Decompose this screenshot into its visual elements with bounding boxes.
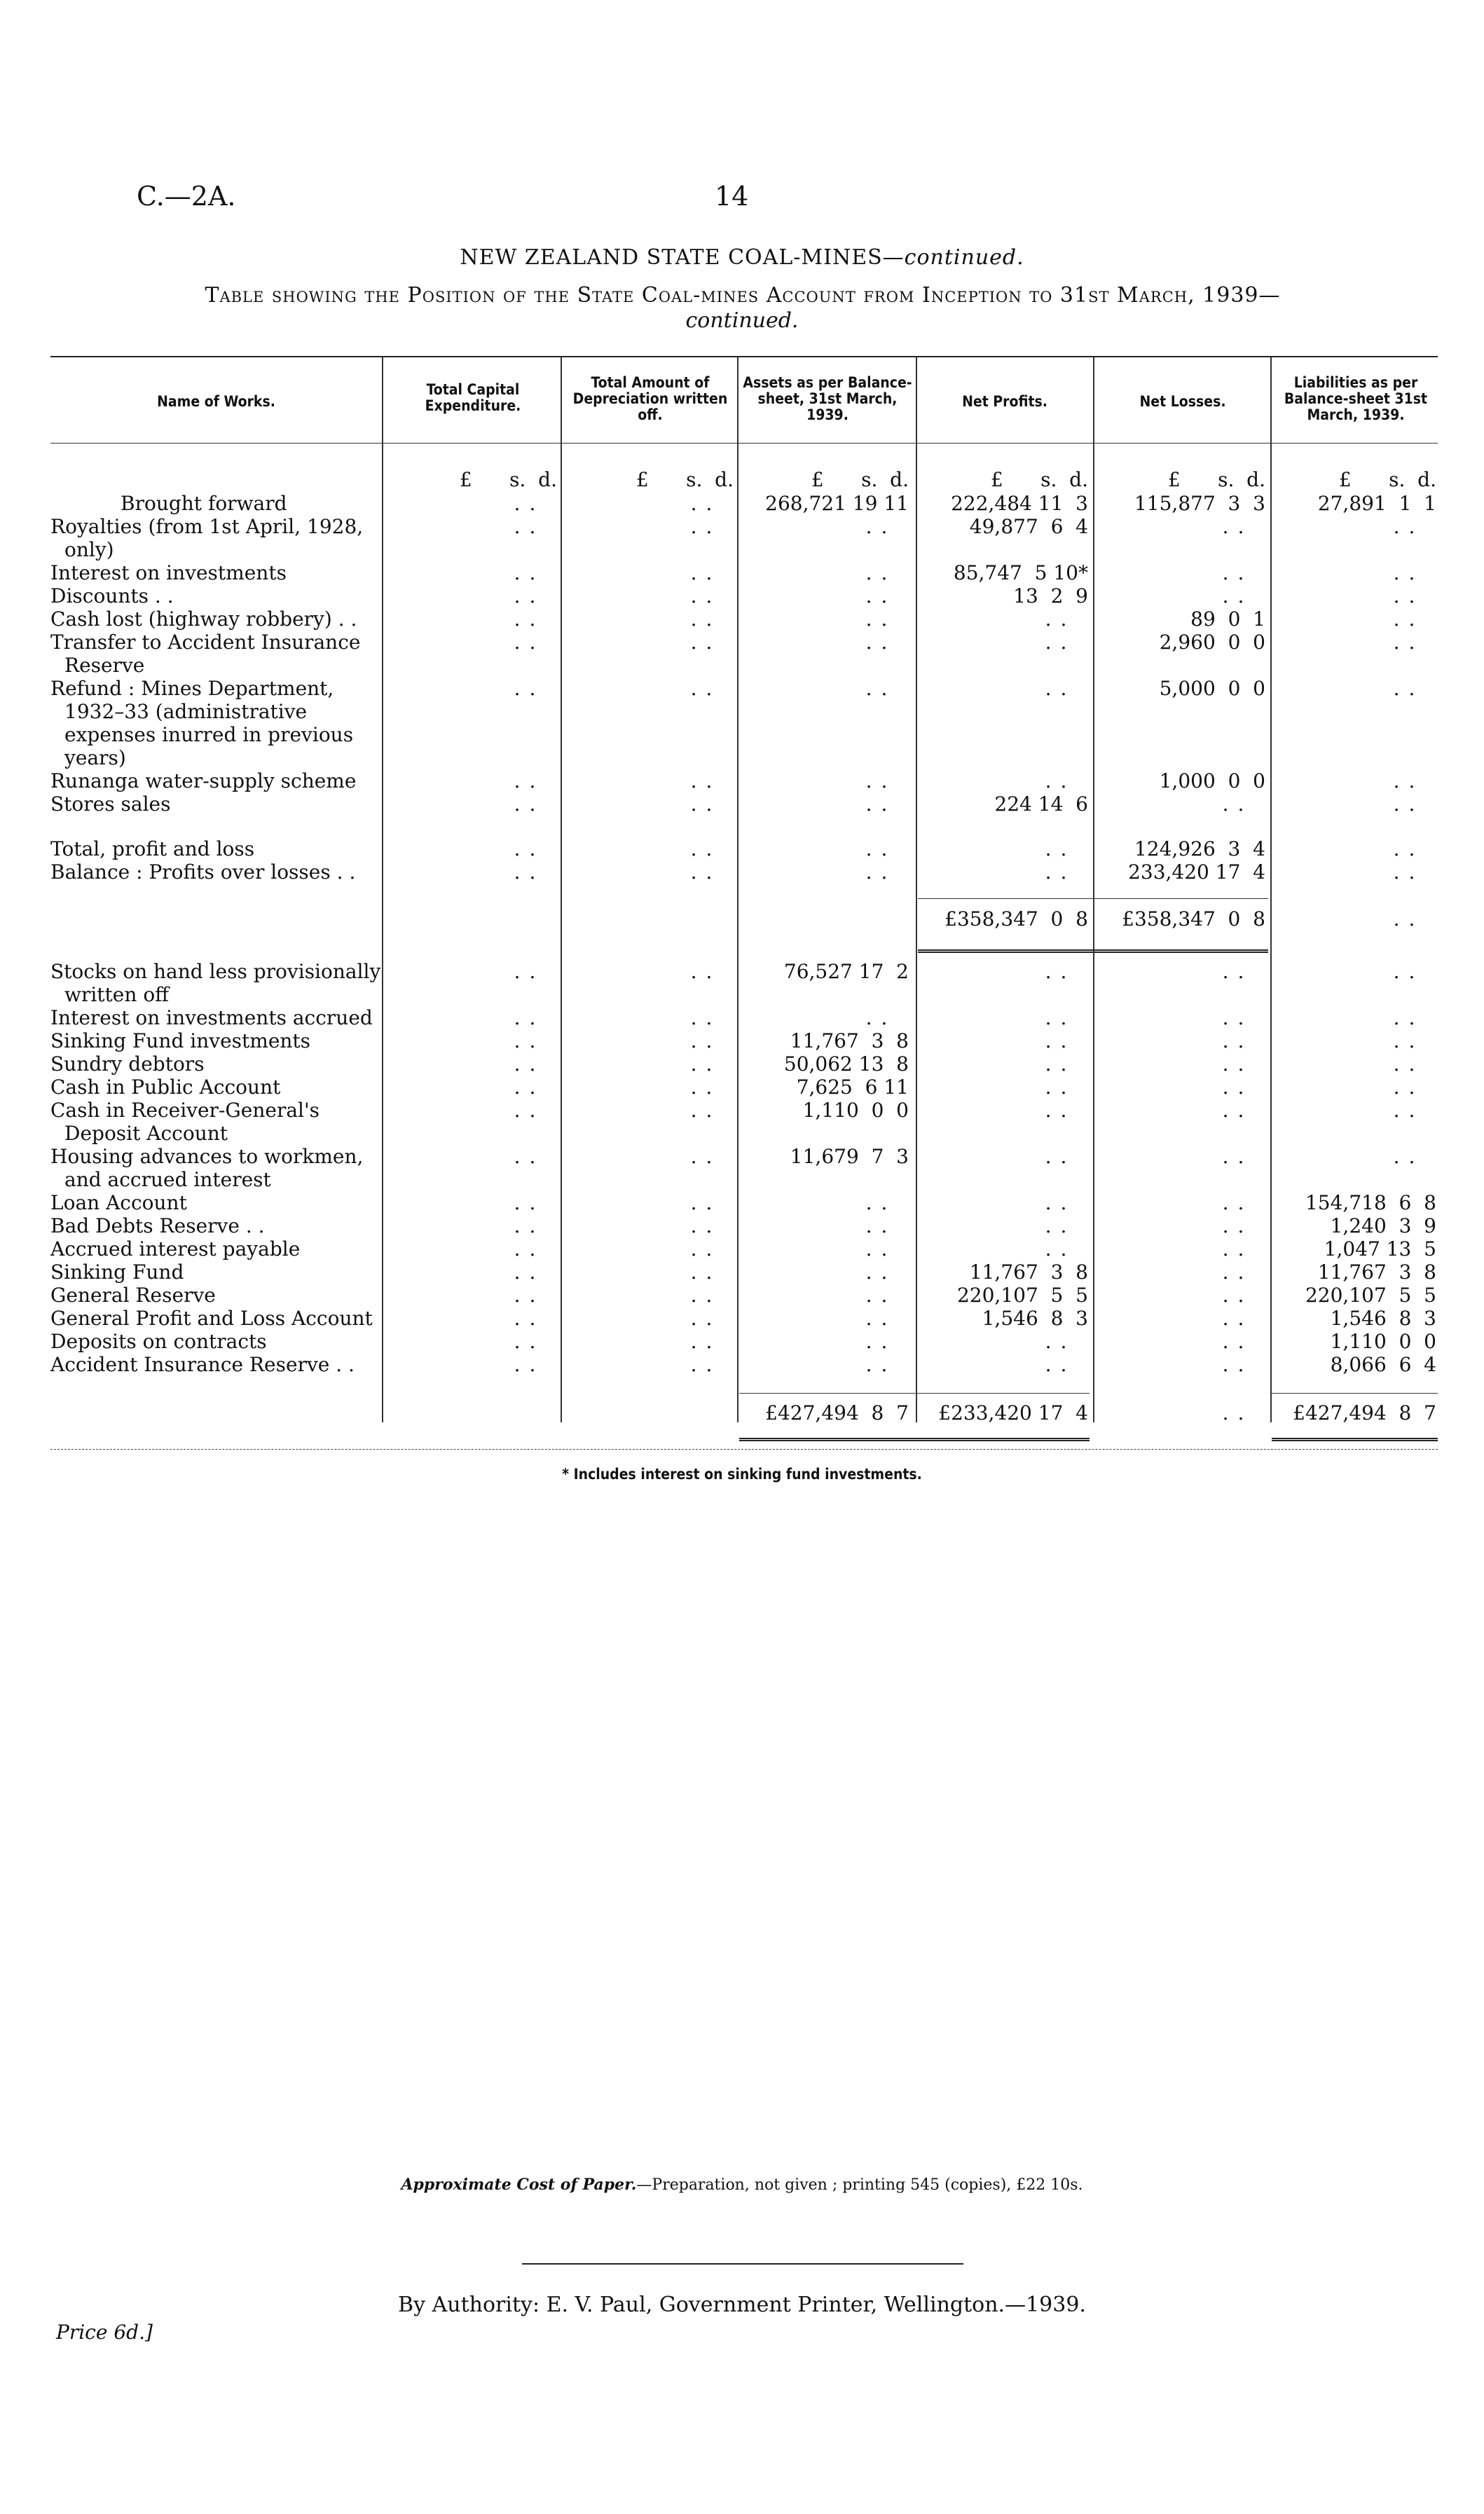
cell-empty-dep: . . <box>690 792 714 816</box>
cell-empty-profits: . . <box>1045 1029 1069 1052</box>
grand-sum-rule-right <box>1272 1393 1438 1394</box>
cell-empty-profits: . . <box>1045 677 1069 700</box>
col-header-depreciation: Total Amount of Depreciation written off. <box>572 374 728 423</box>
cell-liab: 1,546 8 3 <box>1330 1307 1436 1330</box>
cell-empty-cap: . . <box>514 1029 537 1052</box>
cell-empty-losses: . . <box>1222 584 1246 607</box>
cell-assets: 76,527 17 2 <box>783 960 909 983</box>
row-label: Stocks on hand less provisionally <box>50 960 381 983</box>
cell-empty-profits: . . <box>1045 607 1069 631</box>
cell-empty-liab: . . <box>1393 907 1417 930</box>
cell-profits: 11,767 3 8 <box>969 1261 1088 1284</box>
cell-losses: £358,347 0 8 <box>1122 907 1265 930</box>
unit-label-profits: £ s. d. <box>990 468 1088 491</box>
row-label: Refund : Mines Department, <box>50 677 334 700</box>
cell-empty-losses: . . <box>1222 1029 1246 1052</box>
cell-assets: £427,494 8 7 <box>765 1401 909 1424</box>
cell-empty-liab: . . <box>1393 1145 1417 1168</box>
cell-liab: 154,718 6 8 <box>1305 1191 1436 1214</box>
cell-empty-losses: . . <box>1222 1099 1246 1122</box>
cell-empty-cap: . . <box>514 607 537 631</box>
cell-empty-assets: . . <box>865 515 889 538</box>
cell-empty-losses: . . <box>1222 1145 1246 1168</box>
cell-empty-dep: . . <box>690 1307 714 1330</box>
cell-losses: 5,000 0 0 <box>1159 677 1265 700</box>
row-label: Reserve <box>64 654 145 677</box>
cell-empty-losses: . . <box>1222 561 1246 584</box>
cell-empty-cap: . . <box>514 1052 537 1076</box>
cell-empty-cap: . . <box>514 1237 537 1261</box>
cell-empty-profits: . . <box>1045 1099 1069 1122</box>
cell-empty-profits: . . <box>1045 960 1069 983</box>
cell-empty-assets: . . <box>865 631 889 654</box>
cell-empty-profits: . . <box>1045 1191 1069 1214</box>
cell-empty-liab: . . <box>1393 1076 1417 1099</box>
cell-liab: 1,240 3 9 <box>1330 1214 1436 1237</box>
document-code: C.—2A. <box>137 181 236 212</box>
cost-text: —Preparation, not given ; printing 545 (copies), £22 10s. <box>636 2176 1083 2194</box>
row-label: years) <box>64 746 126 769</box>
table-bottom-rule <box>50 1449 1438 1450</box>
row-label: Sinking Fund investments <box>50 1029 311 1052</box>
cell-empty-losses: . . <box>1222 1307 1246 1330</box>
cell-empty-cap: . . <box>514 1353 537 1376</box>
cell-empty-liab: . . <box>1393 960 1417 983</box>
cell-profits: 224 14 6 <box>994 792 1088 816</box>
unit-label-assets: £ s. d. <box>811 468 909 491</box>
cell-empty-profits: . . <box>1045 1353 1069 1376</box>
row-label: Deposit Account <box>64 1122 228 1145</box>
row-label: Deposits on contracts <box>50 1330 267 1353</box>
row-label: Housing advances to workmen, <box>50 1145 364 1168</box>
cell-empty-cap: . . <box>514 1261 537 1284</box>
cell-empty-cap: . . <box>514 1006 537 1029</box>
cell-empty-dep: . . <box>690 1284 714 1307</box>
cell-empty-dep: . . <box>690 1191 714 1214</box>
cell-empty-dep: . . <box>690 492 714 515</box>
cell-empty-losses: . . <box>1222 1284 1246 1307</box>
row-label: Cash lost (highway robbery) . . <box>50 607 357 631</box>
cell-empty-assets: . . <box>865 677 889 700</box>
cell-empty-cap: . . <box>514 1191 537 1214</box>
cell-empty-losses: . . <box>1222 1191 1246 1214</box>
cell-empty-cap: . . <box>514 1145 537 1168</box>
cell-empty-cap: . . <box>514 1214 537 1237</box>
cell-empty-dep: . . <box>690 1237 714 1261</box>
cell-empty-profits: . . <box>1045 1052 1069 1076</box>
cell-empty-profits: . . <box>1045 860 1069 884</box>
row-label: Accrued interest payable <box>50 1237 301 1261</box>
unit-label-dep: £ s. d. <box>635 468 734 491</box>
cell-empty-losses: . . <box>1222 1006 1246 1029</box>
cell-empty-dep: . . <box>690 1029 714 1052</box>
cell-empty-losses: . . <box>1222 1353 1246 1376</box>
col-header-assets: Assets as per Balance-sheet, 31st March, 1939. <box>743 374 912 423</box>
grand-total-rule-left <box>739 1438 1090 1441</box>
cell-empty-liab: . . <box>1393 1052 1417 1076</box>
table-top-rule <box>50 356 1438 357</box>
cell-profits: 85,747 5 10* <box>953 561 1088 584</box>
cell-empty-losses: . . <box>1222 1401 1246 1424</box>
cell-empty-dep: . . <box>690 860 714 884</box>
header-bottom-rule <box>50 443 1438 444</box>
row-label: Royalties (from 1st April, 1928, <box>50 515 364 538</box>
cell-losses: 233,420 17 4 <box>1128 860 1265 884</box>
cell-empty-cap: . . <box>514 1076 537 1099</box>
cell-assets: 50,062 13 8 <box>783 1052 909 1076</box>
cell-empty-assets: . . <box>865 1284 889 1307</box>
cell-empty-profits: . . <box>1045 1330 1069 1353</box>
cell-empty-dep: . . <box>690 1214 714 1237</box>
cell-profits: 13 2 9 <box>1013 584 1088 607</box>
row-label: Total, profit and loss <box>50 837 255 860</box>
cell-empty-cap: . . <box>514 837 537 860</box>
authority-rule <box>522 2263 963 2265</box>
cell-empty-cap: . . <box>514 1099 537 1122</box>
cell-empty-losses: . . <box>1222 1261 1246 1284</box>
cell-profits: £233,420 17 4 <box>938 1401 1088 1424</box>
unit-label-losses: £ s. d. <box>1167 468 1265 491</box>
cell-empty-assets: . . <box>865 607 889 631</box>
cell-empty-losses: . . <box>1222 1237 1246 1261</box>
col-divider-3 <box>737 357 738 1422</box>
cell-liab: 1,047 13 5 <box>1324 1237 1436 1261</box>
grand-sum-rule-left <box>739 1393 1090 1394</box>
cell-losses: 89 0 1 <box>1190 607 1265 631</box>
cell-liab: 1,110 0 0 <box>1330 1330 1436 1353</box>
cell-empty-assets: . . <box>865 1330 889 1353</box>
cell-empty-cap: . . <box>514 1284 537 1307</box>
col-divider-5 <box>1093 357 1094 1422</box>
cell-profits: 1,546 8 3 <box>982 1307 1088 1330</box>
cell-empty-assets: . . <box>865 837 889 860</box>
cell-empty-dep: . . <box>690 1330 714 1353</box>
cell-empty-dep: . . <box>690 677 714 700</box>
price: Price 6d.] <box>56 2321 153 2344</box>
page-title <box>0 245 1484 270</box>
cell-empty-liab: . . <box>1393 769 1417 792</box>
unit-label-liab: £ s. d. <box>1338 468 1436 491</box>
row-label: Stores sales <box>50 792 171 816</box>
cell-assets: 268,721 19 11 <box>765 492 909 515</box>
cell-empty-liab: . . <box>1393 1029 1417 1052</box>
cell-assets: 1,110 0 0 <box>802 1099 909 1122</box>
unit-label-cap: £ s. d. <box>459 468 557 491</box>
cell-empty-profits: . . <box>1045 1145 1069 1168</box>
cell-losses: 115,877 3 3 <box>1134 492 1265 515</box>
col-divider-6 <box>1270 357 1272 1422</box>
col-header-profits: Net Profits. <box>962 393 1047 410</box>
cell-empty-cap: . . <box>514 1330 537 1353</box>
cell-empty-cap: . . <box>514 492 537 515</box>
col-header-liabilities: Liabilities as per Balance-sheet 31st March, 1939. <box>1284 374 1428 423</box>
cell-assets: 7,625 6 11 <box>796 1076 909 1099</box>
row-label: Brought forward <box>121 492 287 515</box>
cell-empty-liab: . . <box>1393 1099 1417 1122</box>
cell-empty-cap: . . <box>514 769 537 792</box>
row-label: Runanga water-supply scheme <box>50 769 357 792</box>
cell-empty-dep: . . <box>690 1076 714 1099</box>
cell-liab: £427,494 8 7 <box>1293 1401 1436 1424</box>
cell-empty-losses: . . <box>1222 515 1246 538</box>
cell-empty-dep: . . <box>690 1052 714 1076</box>
row-label: Balance : Profits over losses . . <box>50 860 356 884</box>
col-header-name: Name of Works. <box>157 393 275 410</box>
cell-empty-dep: . . <box>690 960 714 983</box>
page-number: 14 <box>715 181 749 212</box>
authority-line: By Authority: E. V. Paul, Government Printer, Wellington.—1939. <box>398 2293 1086 2317</box>
cell-empty-dep: . . <box>690 561 714 584</box>
row-label: Cash in Public Account <box>50 1076 281 1099</box>
row-label: Interest on investments <box>50 561 287 584</box>
row-label: 1932–33 (administrative <box>64 700 308 723</box>
cell-empty-dep: . . <box>690 1353 714 1376</box>
table-caption: Table showing the Position of the State Coal-mines Account from Inception to 31st March, 1939— <box>205 283 1281 308</box>
cell-empty-profits: . . <box>1045 837 1069 860</box>
row-label: Sinking Fund <box>50 1261 184 1284</box>
cell-empty-profits: . . <box>1045 1006 1069 1029</box>
cell-empty-cap: . . <box>514 561 537 584</box>
cell-empty-assets: . . <box>865 1191 889 1214</box>
cell-empty-profits: . . <box>1045 631 1069 654</box>
cell-losses: 1,000 0 0 <box>1159 769 1265 792</box>
col-divider-4 <box>916 357 917 1422</box>
profit-loss-sum-rule <box>918 898 1268 899</box>
row-label: General Reserve <box>50 1284 216 1307</box>
cell-empty-liab: . . <box>1393 561 1417 584</box>
cell-empty-assets: . . <box>865 584 889 607</box>
cell-empty-assets: . . <box>865 1353 889 1376</box>
cell-profits: 220,107 5 5 <box>956 1284 1088 1307</box>
cell-empty-profits: . . <box>1045 1214 1069 1237</box>
cell-empty-dep: . . <box>690 1099 714 1122</box>
cell-liab: 27,891 1 1 <box>1317 492 1436 515</box>
cell-empty-dep: . . <box>690 1261 714 1284</box>
cell-liab: 220,107 5 5 <box>1305 1284 1436 1307</box>
cell-empty-liab: . . <box>1393 607 1417 631</box>
cell-empty-profits: . . <box>1045 1237 1069 1261</box>
row-label: General Profit and Loss Account <box>50 1307 373 1330</box>
table-caption-continued: continued. <box>685 308 799 333</box>
cell-empty-assets: . . <box>865 1307 889 1330</box>
cell-empty-losses: . . <box>1222 1052 1246 1076</box>
cell-empty-assets: . . <box>865 1214 889 1237</box>
cell-losses: 2,960 0 0 <box>1159 631 1265 654</box>
cell-empty-liab: . . <box>1393 584 1417 607</box>
cell-empty-liab: . . <box>1393 631 1417 654</box>
cell-profits: 49,877 6 4 <box>969 515 1088 538</box>
cell-empty-dep: . . <box>690 1145 714 1168</box>
cell-empty-dep: . . <box>690 607 714 631</box>
cell-empty-cap: . . <box>514 1307 537 1330</box>
footnote: * Includes interest on sinking fund investments. <box>562 1466 922 1483</box>
cell-empty-assets: . . <box>865 860 889 884</box>
row-label: and accrued interest <box>64 1168 271 1191</box>
cell-empty-liab: . . <box>1393 837 1417 860</box>
cell-empty-assets: . . <box>865 1261 889 1284</box>
row-label: Discounts . . <box>50 584 174 607</box>
col-header-capital: Total Capital Expenditure. <box>425 381 521 414</box>
cell-empty-losses: . . <box>1222 792 1246 816</box>
cell-empty-liab: . . <box>1393 677 1417 700</box>
cell-empty-dep: . . <box>690 1006 714 1029</box>
cell-empty-assets: . . <box>865 769 889 792</box>
cell-empty-dep: . . <box>690 837 714 860</box>
cell-empty-dep: . . <box>690 769 714 792</box>
cell-empty-dep: . . <box>690 584 714 607</box>
cell-empty-cap: . . <box>514 631 537 654</box>
title-suffix: —continued. <box>882 245 1024 270</box>
cell-empty-losses: . . <box>1222 1214 1246 1237</box>
cell-empty-liab: . . <box>1393 860 1417 884</box>
cell-empty-losses: . . <box>1222 960 1246 983</box>
cell-empty-profits: . . <box>1045 1076 1069 1099</box>
cell-empty-cap: . . <box>514 792 537 816</box>
cell-liab: 8,066 6 4 <box>1330 1353 1436 1376</box>
row-label: written off <box>64 983 170 1006</box>
row-label: Accident Insurance Reserve . . <box>50 1353 355 1376</box>
grand-total-rule-right <box>1272 1438 1438 1441</box>
cost-label: Approximate Cost of Paper. <box>401 2176 637 2194</box>
col-divider-2 <box>561 357 562 1422</box>
profit-loss-total-rule <box>918 949 1268 953</box>
cell-empty-cap: . . <box>514 860 537 884</box>
cell-empty-liab: . . <box>1393 792 1417 816</box>
cell-empty-losses: . . <box>1222 1330 1246 1353</box>
cell-empty-dep: . . <box>690 631 714 654</box>
cell-empty-cap: . . <box>514 584 537 607</box>
cell-assets: 11,767 3 8 <box>790 1029 909 1052</box>
cell-empty-assets: . . <box>865 1237 889 1261</box>
cell-empty-liab: . . <box>1393 515 1417 538</box>
row-label: Bad Debts Reserve . . <box>50 1214 265 1237</box>
row-label: Cash in Receiver-General's <box>50 1099 320 1122</box>
row-label: Sundry debtors <box>50 1052 205 1076</box>
cost-of-paper <box>0 2176 1484 2194</box>
cell-empty-liab: . . <box>1393 1006 1417 1029</box>
row-label: only) <box>64 538 114 561</box>
row-label: expenses inurred in previous <box>64 723 354 746</box>
row-label: Loan Account <box>50 1191 187 1214</box>
col-header-losses: Net Losses. <box>1139 393 1226 410</box>
cell-empty-assets: . . <box>865 561 889 584</box>
row-label: Interest on investments accrued <box>50 1006 373 1029</box>
cell-empty-losses: . . <box>1222 1076 1246 1099</box>
cell-liab: 11,767 3 8 <box>1317 1261 1436 1284</box>
cell-empty-profits: . . <box>1045 769 1069 792</box>
cell-losses: 124,926 3 4 <box>1134 837 1265 860</box>
title-main: NEW ZEALAND STATE COAL-MINES <box>460 245 883 270</box>
cell-assets: 11,679 7 3 <box>790 1145 909 1168</box>
cell-empty-dep: . . <box>690 515 714 538</box>
cell-profits: £358,347 0 8 <box>944 907 1088 930</box>
cell-profits: 222,484 11 3 <box>951 492 1088 515</box>
row-label: Transfer to Accident Insurance <box>50 631 361 654</box>
cell-empty-assets: . . <box>865 792 889 816</box>
cell-empty-cap: . . <box>514 677 537 700</box>
cell-empty-cap: . . <box>514 515 537 538</box>
cell-empty-cap: . . <box>514 960 537 983</box>
cell-empty-assets: . . <box>865 1006 889 1029</box>
